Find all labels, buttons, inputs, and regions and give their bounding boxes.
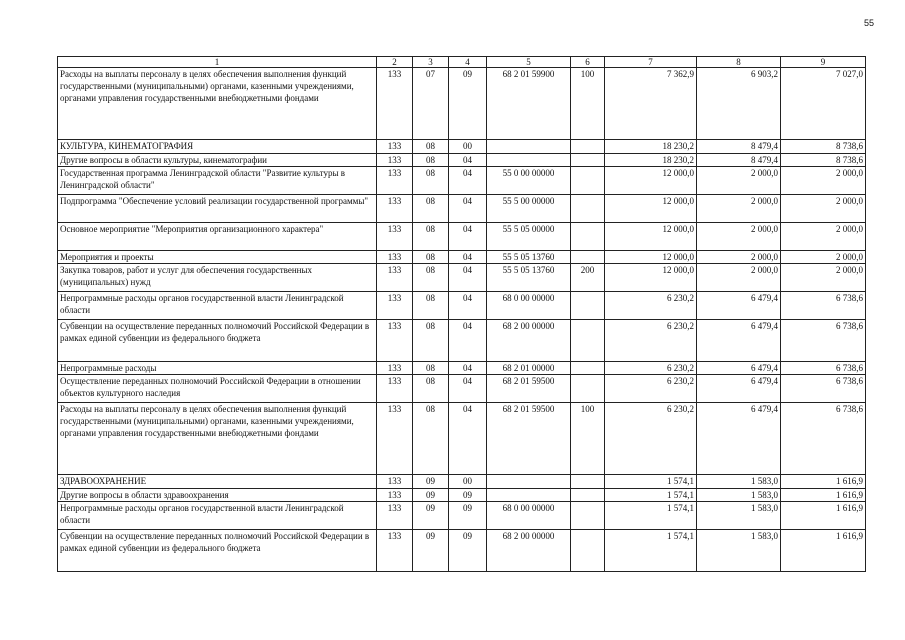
cell-v2021: 1 616,9 [781, 475, 866, 489]
cell-subsection: 04 [449, 403, 487, 475]
cell-target [487, 154, 571, 167]
cell-code: 133 [377, 292, 413, 320]
cell-subsection: 09 [449, 68, 487, 140]
table-row [58, 167, 866, 195]
cell-code: 133 [377, 489, 413, 502]
cell-subsection: 04 [449, 195, 487, 223]
cell-v2019: 6 230,2 [605, 320, 697, 362]
cell-v2021: 1 616,9 [781, 502, 866, 530]
cell-type [571, 320, 605, 362]
cell-name: Основное мероприятие "Мероприятия организационного характера" [58, 223, 377, 251]
cell-type [571, 475, 605, 489]
cell-target: 55 5 00 00000 [487, 195, 571, 223]
cell-type: 100 [571, 68, 605, 140]
column-header: 3 [413, 57, 449, 68]
cell-target: 68 2 00 00000 [487, 530, 571, 572]
table-row [58, 403, 866, 475]
cell-v2021: 2 000,0 [781, 264, 866, 292]
cell-section: 08 [413, 375, 449, 403]
cell-target [487, 489, 571, 502]
column-header: 8 [697, 57, 781, 68]
cell-code: 133 [377, 154, 413, 167]
cell-v2020: 2 000,0 [697, 264, 781, 292]
cell-type [571, 502, 605, 530]
cell-code: 133 [377, 195, 413, 223]
cell-v2019: 12 000,0 [605, 264, 697, 292]
cell-section: 08 [413, 195, 449, 223]
budget-table [57, 56, 866, 572]
cell-target: 68 0 00 00000 [487, 292, 571, 320]
cell-v2020: 1 583,0 [697, 502, 781, 530]
table-row [58, 489, 866, 502]
cell-v2020: 2 000,0 [697, 251, 781, 264]
column-header: 4 [449, 57, 487, 68]
cell-v2021: 6 738,6 [781, 403, 866, 475]
table-row [58, 154, 866, 167]
cell-v2021: 6 738,6 [781, 375, 866, 403]
cell-name: Другие вопросы в области здравоохранения [58, 489, 377, 502]
cell-type: 100 [571, 403, 605, 475]
cell-v2019: 6 230,2 [605, 292, 697, 320]
cell-code: 133 [377, 502, 413, 530]
cell-v2021: 6 738,6 [781, 320, 866, 362]
column-header: 1 [58, 57, 377, 68]
cell-v2019: 1 574,1 [605, 475, 697, 489]
header-row [58, 57, 866, 68]
cell-v2020: 8 479,4 [697, 154, 781, 167]
table-row [58, 320, 866, 362]
table-row [58, 530, 866, 572]
cell-section: 07 [413, 68, 449, 140]
cell-v2021: 2 000,0 [781, 167, 866, 195]
cell-v2019: 18 230,2 [605, 154, 697, 167]
cell-code: 133 [377, 475, 413, 489]
cell-section: 09 [413, 475, 449, 489]
cell-type [571, 154, 605, 167]
cell-subsection: 00 [449, 140, 487, 154]
cell-section: 08 [413, 140, 449, 154]
cell-section: 08 [413, 154, 449, 167]
cell-type [571, 167, 605, 195]
table-row [58, 68, 866, 140]
cell-code: 133 [377, 375, 413, 403]
cell-v2019: 1 574,1 [605, 502, 697, 530]
cell-subsection: 04 [449, 292, 487, 320]
cell-name: Расходы на выплаты персоналу в целях обеспечения выполнения функций государственными (муниципальными) органами, казенными учреждениями, органами управления государственными внебюджетными фондами [58, 68, 377, 140]
cell-v2019: 12 000,0 [605, 195, 697, 223]
page-number: 55 [864, 18, 875, 28]
cell-target: 68 2 01 59900 [487, 68, 571, 140]
cell-type [571, 362, 605, 375]
cell-subsection: 09 [449, 502, 487, 530]
cell-target: 55 5 05 00000 [487, 223, 571, 251]
cell-subsection: 09 [449, 530, 487, 572]
cell-section: 08 [413, 403, 449, 475]
table-row [58, 251, 866, 264]
cell-v2019: 6 230,2 [605, 403, 697, 475]
cell-subsection: 04 [449, 362, 487, 375]
cell-v2020: 6 479,4 [697, 362, 781, 375]
cell-code: 133 [377, 320, 413, 362]
column-header: 9 [781, 57, 866, 68]
cell-subsection: 04 [449, 264, 487, 292]
cell-code: 133 [377, 264, 413, 292]
cell-v2020: 6 479,4 [697, 403, 781, 475]
cell-code: 133 [377, 251, 413, 264]
cell-type [571, 375, 605, 403]
cell-section: 08 [413, 251, 449, 264]
cell-section: 08 [413, 292, 449, 320]
cell-v2019: 6 230,2 [605, 375, 697, 403]
cell-name: Подпрограмма "Обеспечение условий реализации государственной программы" [58, 195, 377, 223]
cell-name: Непрограммные расходы органов государственной власти Ленинградской области [58, 292, 377, 320]
column-header: 2 [377, 57, 413, 68]
cell-type [571, 223, 605, 251]
column-header: 5 [487, 57, 571, 68]
cell-section: 09 [413, 530, 449, 572]
cell-code: 133 [377, 167, 413, 195]
cell-v2019: 6 230,2 [605, 362, 697, 375]
cell-type [571, 140, 605, 154]
cell-section: 08 [413, 320, 449, 362]
cell-name: Субвенции на осуществление переданных полномочий Российской Федерации в рамках единой субвенции из федерального бюджета [58, 530, 377, 572]
cell-target [487, 140, 571, 154]
cell-v2019: 1 574,1 [605, 489, 697, 502]
cell-section: 08 [413, 167, 449, 195]
cell-v2020: 2 000,0 [697, 223, 781, 251]
cell-name: Расходы на выплаты персоналу в целях обеспечения выполнения функций государственными (муниципальными) органами, казенными учреждениями, органами управления государственными внебюджетными фондами [58, 403, 377, 475]
column-header: 6 [571, 57, 605, 68]
cell-type [571, 489, 605, 502]
cell-target: 55 5 05 13760 [487, 251, 571, 264]
cell-v2019: 18 230,2 [605, 140, 697, 154]
cell-name: КУЛЬТУРА, КИНЕМАТОГРАФИЯ [58, 140, 377, 154]
cell-subsection: 09 [449, 489, 487, 502]
cell-name: Закупка товаров, работ и услуг для обеспечения государственных (муниципальных) нужд [58, 264, 377, 292]
cell-code: 133 [377, 68, 413, 140]
cell-v2021: 2 000,0 [781, 223, 866, 251]
cell-type [571, 530, 605, 572]
cell-v2019: 12 000,0 [605, 251, 697, 264]
cell-type [571, 251, 605, 264]
cell-target: 68 2 01 59500 [487, 375, 571, 403]
table-row [58, 375, 866, 403]
cell-code: 133 [377, 530, 413, 572]
table-row [58, 140, 866, 154]
cell-subsection: 04 [449, 320, 487, 362]
cell-name: Непрограммные расходы органов государственной власти Ленинградской области [58, 502, 377, 530]
cell-section: 09 [413, 502, 449, 530]
cell-name: Государственная программа Ленинградской области "Развитие культуры в Ленинградской области" [58, 167, 377, 195]
cell-v2020: 8 479,4 [697, 140, 781, 154]
cell-target: 68 2 01 00000 [487, 362, 571, 375]
cell-subsection: 04 [449, 375, 487, 403]
cell-v2021: 6 738,6 [781, 362, 866, 375]
cell-subsection: 04 [449, 223, 487, 251]
cell-v2021: 6 738,6 [781, 292, 866, 320]
table-row [58, 264, 866, 292]
cell-v2021: 8 738,6 [781, 154, 866, 167]
table-row [58, 475, 866, 489]
cell-v2020: 6 479,4 [697, 292, 781, 320]
cell-type [571, 292, 605, 320]
cell-v2021: 2 000,0 [781, 195, 866, 223]
cell-v2020: 1 583,0 [697, 475, 781, 489]
cell-v2020: 2 000,0 [697, 195, 781, 223]
cell-target: 68 2 01 59500 [487, 403, 571, 475]
table-row [58, 292, 866, 320]
cell-code: 133 [377, 403, 413, 475]
table-row [58, 195, 866, 223]
cell-name: Другие вопросы в области культуры, кинематографии [58, 154, 377, 167]
cell-v2020: 6 479,4 [697, 320, 781, 362]
cell-v2019: 12 000,0 [605, 167, 697, 195]
cell-subsection: 04 [449, 167, 487, 195]
cell-v2020: 2 000,0 [697, 167, 781, 195]
cell-v2021: 1 616,9 [781, 489, 866, 502]
cell-subsection: 04 [449, 251, 487, 264]
cell-name: Непрограммные расходы [58, 362, 377, 375]
table-row [58, 223, 866, 251]
cell-v2020: 1 583,0 [697, 489, 781, 502]
cell-v2019: 1 574,1 [605, 530, 697, 572]
cell-section: 08 [413, 223, 449, 251]
cell-name: Мероприятия и проекты [58, 251, 377, 264]
cell-type: 200 [571, 264, 605, 292]
cell-v2021: 8 738,6 [781, 140, 866, 154]
cell-section: 08 [413, 264, 449, 292]
cell-v2019: 7 362,9 [605, 68, 697, 140]
cell-v2019: 12 000,0 [605, 223, 697, 251]
cell-section: 09 [413, 489, 449, 502]
column-header: 7 [605, 57, 697, 68]
cell-target: 55 5 05 13760 [487, 264, 571, 292]
cell-code: 133 [377, 362, 413, 375]
cell-v2021: 1 616,9 [781, 530, 866, 572]
cell-code: 133 [377, 140, 413, 154]
cell-v2021: 7 027,0 [781, 68, 866, 140]
cell-name: Субвенции на осуществление переданных полномочий Российской Федерации в рамках единой субвенции из федерального бюджета [58, 320, 377, 362]
cell-name: Осуществление переданных полномочий Российской Федерации в отношении объектов культурного наследия [58, 375, 377, 403]
cell-code: 133 [377, 223, 413, 251]
cell-section: 08 [413, 362, 449, 375]
cell-v2020: 6 903,2 [697, 68, 781, 140]
cell-subsection: 04 [449, 154, 487, 167]
table-row [58, 502, 866, 530]
cell-v2020: 1 583,0 [697, 530, 781, 572]
cell-target [487, 475, 571, 489]
cell-v2020: 6 479,4 [697, 375, 781, 403]
cell-target: 55 0 00 00000 [487, 167, 571, 195]
cell-subsection: 00 [449, 475, 487, 489]
cell-v2021: 2 000,0 [781, 251, 866, 264]
cell-target: 68 2 00 00000 [487, 320, 571, 362]
cell-name: ЗДРАВООХРАНЕНИЕ [58, 475, 377, 489]
table-row [58, 362, 866, 375]
cell-target: 68 0 00 00000 [487, 502, 571, 530]
cell-type [571, 195, 605, 223]
